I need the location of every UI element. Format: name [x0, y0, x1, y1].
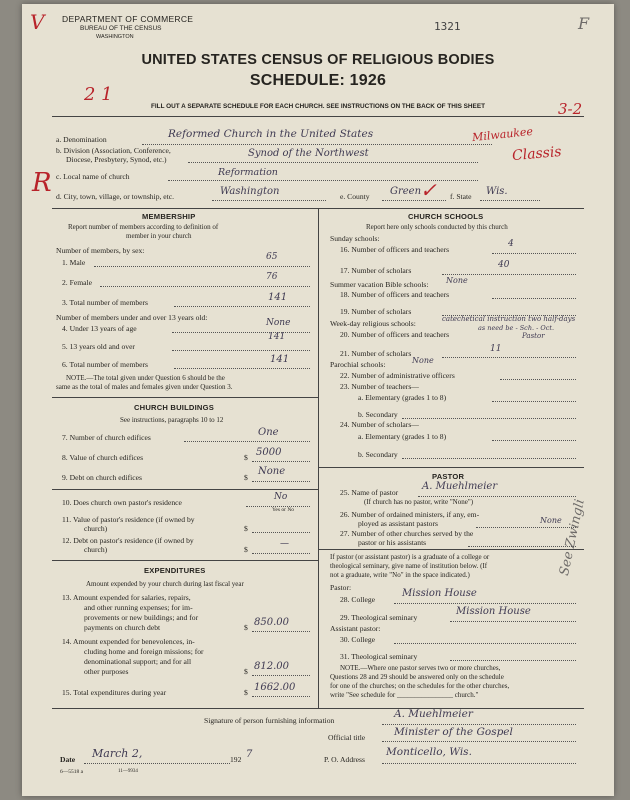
q24b-label: b. Secondary: [358, 450, 398, 459]
q5-value[interactable]: 141: [268, 332, 286, 342]
city-name: WASHINGTON: [96, 34, 134, 40]
q22-label: 22. Number of administrative officers: [340, 371, 455, 380]
q15-label: 15. Total expenditures during year: [62, 688, 167, 697]
city-value[interactable]: Washington: [220, 186, 280, 197]
q20-label: 20. Number of officers and teachers: [340, 330, 450, 339]
q23b-label: b. Secondary: [358, 410, 398, 419]
q10-value[interactable]: No: [274, 492, 288, 502]
schools-heading: CHURCH SCHOOLS: [408, 212, 484, 221]
q28-label: 28. College: [340, 595, 376, 604]
q14-value[interactable]: 812.00: [254, 661, 289, 672]
assistant-pastor-label: Assistant pastor:: [330, 624, 381, 633]
q1-value[interactable]: 65: [266, 252, 278, 262]
q27-label-1: 27. Number of other churches served by the: [340, 529, 474, 538]
q25-note: (If church has no pastor, write "None"): [364, 498, 474, 506]
address-value[interactable]: Monticello, Wis.: [386, 746, 472, 758]
q29-label: 29. Theological seminary: [340, 613, 418, 622]
pastor-heading: PASTOR: [432, 472, 465, 481]
q14-label-1: 14. Amount expended for benevolences, in-: [62, 637, 195, 646]
q16-label: 16. Number of officers and teachers: [340, 245, 450, 254]
q12-label-2: church): [84, 545, 108, 554]
q27-value[interactable]: None: [540, 516, 562, 525]
expenditures-sub: Amount expended by your church during last fiscal year: [86, 580, 244, 588]
q6-label: 6. Total number of members: [62, 360, 149, 369]
red-milwaukee: Milwaukee: [471, 124, 534, 145]
q7-label: 7. Number of church edifices: [62, 433, 151, 442]
state-value[interactable]: Wis.: [486, 186, 508, 197]
q19-label: 19. Number of scholars: [340, 307, 412, 316]
q8-value[interactable]: 5000: [256, 447, 282, 458]
official-title-value[interactable]: Minister of the Gospel: [394, 726, 513, 738]
q20-value-b[interactable]: Pastor: [522, 332, 545, 340]
division-value[interactable]: Synod of the Northwest: [248, 148, 369, 159]
membership-intro-2: member in your church: [126, 232, 192, 240]
q13-value[interactable]: 850.00: [254, 617, 289, 628]
graduate-note-2: theological seminary, give name of institution below. (If: [330, 562, 488, 570]
denomination-label: a. Denomination: [56, 135, 107, 144]
local-name-value[interactable]: Reformation: [218, 167, 278, 178]
q12-label-1: 12. Debt on pastor's residence (if owned by: [62, 536, 194, 545]
q25-value[interactable]: A. Muehlmeier: [422, 481, 498, 492]
pastor-note-1: NOTE.—Where one pastor serves two or more churches,: [340, 664, 501, 672]
q14-label-3: denominational support; and for all: [84, 657, 192, 666]
q24a-label: a. Elementary (grades 1 to 8): [358, 432, 447, 441]
q30-label: 30. College: [340, 635, 376, 644]
q12-value[interactable]: —: [280, 539, 289, 549]
q31-label: 31. Theological seminary: [340, 652, 418, 661]
signature-value[interactable]: A. Muehlmeier: [394, 708, 473, 720]
q23a-label: a. Elementary (grades 1 to 8): [358, 393, 447, 402]
census-schedule-sheet: [22, 4, 614, 796]
q9-value[interactable]: None: [258, 466, 286, 477]
top-right-mark: F: [578, 14, 590, 33]
q8-label: 8. Value of church edifices: [62, 453, 144, 462]
form-title: UNITED STATES CENSUS OF RELIGIOUS BODIES: [141, 52, 495, 68]
q4-value[interactable]: None: [266, 318, 291, 328]
q20-value-a[interactable]: as need be - Sch. - Oct.: [478, 324, 555, 332]
q18-label: 18. Number of officers and teachers: [340, 290, 450, 299]
q6-value[interactable]: 141: [270, 354, 290, 365]
instruction-line: FILL OUT A SEPARATE SCHEDULE FOR EACH CHURCH. SEE INSTRUCTIONS ON THE BACK OF THIS SHEET: [151, 103, 485, 110]
red-letter-r: R: [32, 168, 52, 198]
address-label: P. O. Address: [324, 755, 365, 764]
q21-value[interactable]: 11: [490, 344, 502, 354]
pastor-sub-label: Pastor:: [330, 583, 352, 592]
division-label-1: b. Division (Association, Conference,: [56, 146, 171, 155]
q15-dollar: $: [244, 688, 248, 697]
year-prefix: 192: [230, 755, 242, 764]
buildings-sub: See instructions, paragraphs 10 to 12: [120, 416, 224, 424]
q2-label: 2. Female: [62, 278, 92, 287]
q13-label-3: provements or new buildings; and for: [84, 613, 199, 622]
schools-sub: Report here only schools conducted by this church: [366, 223, 508, 231]
official-title-label: Official title: [328, 733, 366, 742]
q10-label: 10. Does church own pastor's residence: [62, 498, 182, 507]
q17-value[interactable]: 40: [498, 260, 510, 270]
membership-note-2: same as the total of males and females given under Question 3.: [56, 383, 233, 391]
membership-intro-1: Report number of members according to definition of: [68, 223, 219, 231]
graduate-note-3: not a graduate, write "No" in the space indicated.): [330, 571, 470, 579]
form-number: 6—5518 a: [60, 769, 84, 775]
q12-dollar: $: [244, 545, 248, 554]
pastor-note-3: for one of the churches; on the schedules for the other churches,: [330, 682, 510, 690]
q3-value[interactable]: 141: [268, 292, 288, 303]
q21-label: 21. Number of scholars: [340, 349, 412, 358]
q1-label: 1. Male: [62, 258, 86, 267]
state-label: f. State: [450, 192, 472, 201]
q7-value[interactable]: One: [258, 427, 279, 438]
age-intro: Number of members under and over 13 years old:: [56, 313, 208, 322]
q4-label: 4. Under 13 years of age: [62, 324, 137, 333]
q23-label: 23. Number of teachers—: [340, 382, 419, 391]
red-classis: Classis: [511, 143, 563, 165]
q3-label: 3. Total number of members: [62, 298, 149, 307]
date-value[interactable]: March 2,: [92, 747, 143, 760]
date-label: Date: [60, 755, 76, 764]
weekday-label: Week-day religious schools:: [330, 319, 416, 328]
pastor-note-4: write "See schedule for ________________ church.": [330, 691, 479, 699]
q25-label: 25. Name of pastor: [340, 488, 399, 497]
q13-label-4: payments on church debt: [84, 623, 161, 632]
summer-value[interactable]: None: [446, 276, 468, 285]
bureau-name: BUREAU OF THE CENSUS: [80, 25, 162, 32]
q2-value[interactable]: 76: [266, 272, 278, 282]
schedule-title: SCHEDULE: 1926: [249, 72, 387, 89]
print-code: 11—9934: [118, 769, 138, 774]
red-check-mark: V: [30, 10, 45, 34]
q29-value[interactable]: Mission House: [456, 606, 531, 617]
q15-value[interactable]: 1662.00: [254, 682, 296, 693]
q14-label-2: cluding home and foreign missions; for: [84, 647, 204, 656]
local-name-label: c. Local name of church: [56, 172, 130, 181]
q13-label-1: 13. Amount expended for salaries, repairs,: [62, 593, 191, 602]
denomination-value[interactable]: Reformed Church in the United States: [168, 128, 374, 140]
q26-label-2: ployed as assistant pastors: [358, 519, 438, 528]
membership-note-1: NOTE.—The total given under Question 6 should be the: [66, 374, 225, 382]
year-value[interactable]: 7: [246, 749, 253, 760]
county-label: e. County: [340, 192, 370, 201]
expenditures-heading: EXPENDITURES: [144, 566, 206, 575]
q13-dollar: $: [244, 623, 248, 632]
buildings-heading: CHURCH BUILDINGS: [134, 403, 214, 412]
division-label-2: Diocese, Presbytery, Synod, etc.): [66, 155, 167, 164]
q13-label-2: and other running expenses; for im-: [84, 603, 193, 612]
department-name: DEPARTMENT OF COMMERCE: [62, 14, 194, 24]
by-sex-label: Number of members, by sex:: [56, 246, 145, 255]
weekday-value[interactable]: catechetical instruction two half-days: [442, 315, 576, 323]
q26-label-1: 26. Number of ordained ministers, if any, em-: [340, 510, 480, 519]
red-mark-32: 3-2: [558, 100, 583, 118]
graduate-note-1: If pastor (or assistant pastor) is a graduate of a college or: [330, 553, 490, 561]
membership-heading: MEMBERSHIP: [142, 212, 196, 221]
county-value[interactable]: Green: [390, 186, 422, 197]
q17-label: 17. Number of scholars: [340, 266, 412, 275]
q24-label: 24. Number of scholars—: [340, 420, 419, 429]
q14-label-4: other purposes: [84, 667, 129, 676]
parochial-value[interactable]: None: [412, 356, 434, 365]
signature-label: Signature of person furnishing information: [204, 716, 335, 725]
yes-no-hint: Yes or No: [272, 507, 295, 513]
q14-dollar: $: [244, 667, 248, 676]
pastor-note-2: Questions 28 and 29 should be answered only on the schedule: [330, 673, 504, 681]
q16-value[interactable]: 4: [508, 239, 514, 249]
summer-label: Summer vacation Bible schools:: [330, 280, 429, 289]
red-number-21: 2 1: [84, 84, 113, 105]
red-check-county: ✓: [420, 178, 437, 202]
q8-dollar: $: [244, 453, 248, 462]
q9-label: 9. Debt on church edifices: [62, 473, 142, 482]
q28-value[interactable]: Mission House: [402, 588, 477, 599]
q27-label-2: pastor or his assistants: [358, 538, 427, 547]
q5-label: 5. 13 years old and over: [62, 342, 135, 351]
q9-dollar: $: [244, 473, 248, 482]
parochial-label: Parochial schools:: [330, 360, 386, 369]
q11-label-2: church): [84, 524, 108, 533]
city-label: d. City, town, village, or township, etc.: [56, 192, 175, 201]
q11-dollar: $: [244, 524, 248, 533]
side-pencil-note: See Zwingli: [557, 497, 588, 578]
sunday-label: Sunday schools:: [330, 234, 380, 243]
stamp-number: 1321: [434, 20, 461, 33]
q11-label-1: 11. Value of pastor's residence (if owned by: [62, 515, 195, 524]
